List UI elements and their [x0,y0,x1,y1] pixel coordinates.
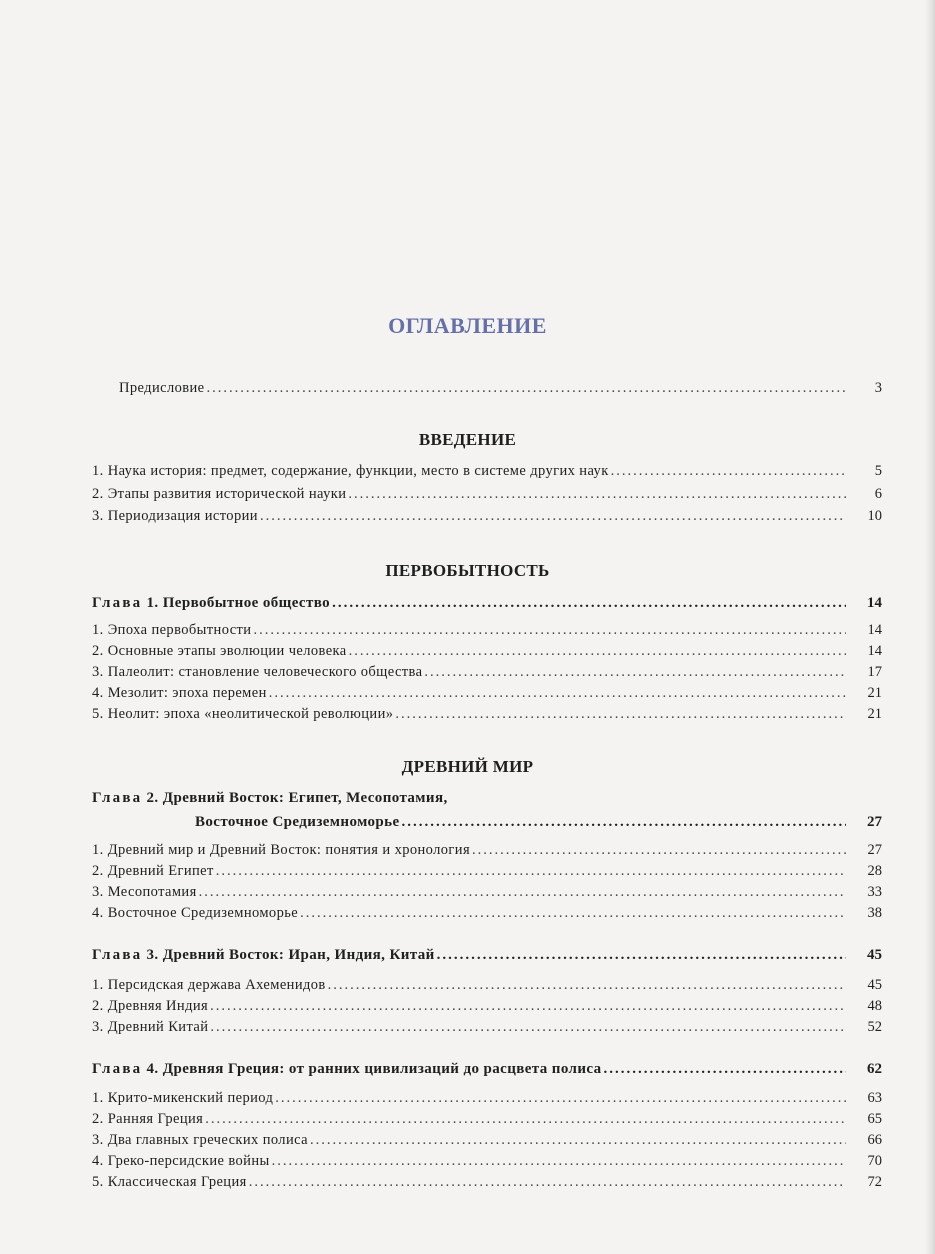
toc-chapter-4[interactable] [92,1061,882,1082]
entry-label: 1. Персидская держава Ахеменидов [92,977,326,993]
entry-label: 1. Древний мир и Древний Восток: понятия и хронология [92,842,471,858]
toc-entry[interactable] [92,998,882,1019]
entry-page: 52 [867,1019,882,1035]
dot-leader [216,863,846,880]
dot-leader [206,380,846,397]
toc-entry[interactable] [92,1090,882,1111]
dot-leader [310,1132,846,1149]
toc-entry[interactable] [92,463,882,484]
entry-page: 45 [867,947,882,963]
toc-chapter-2[interactable] [195,814,882,835]
entry-page: 27 [867,814,882,830]
dot-leader [611,463,846,480]
toc-entry[interactable] [92,842,882,863]
entry-page: 14 [867,643,882,659]
entry-label: 2. Ранняя Греция [92,1111,204,1127]
entry-page: 65 [867,1111,882,1127]
dot-leader [349,643,846,660]
entry-page: 62 [867,1061,882,1077]
chapter-prefix: Глава [92,595,143,611]
entry-label: 4. Мезолит: эпоха перемен [92,685,267,701]
chapter-title: 1. Первобытное общество [146,595,331,611]
toc-chapter-3[interactable] [92,947,882,968]
chapter-title-line2: Восточное Средиземноморье [195,814,400,830]
dot-leader [260,508,846,525]
entry-label: 1. Наука история: предмет, содержание, функции, место в системе других наук [92,463,609,479]
chapter-label [92,947,435,964]
entry-page: 3 [874,380,882,396]
dot-leader [269,685,846,702]
entry-label: 3. Периодизация истории [92,508,258,524]
dot-leader [348,486,846,503]
entry-label: 2. Основные этапы эволюции человека [92,643,347,659]
entry-page: 28 [867,863,882,879]
toc-chapter-2-line1[interactable] [92,790,448,807]
entry-page: 27 [867,842,882,858]
entry-page: 14 [867,622,882,638]
toc-chapter-1[interactable] [92,595,882,616]
dot-leader [199,884,846,901]
chapter-title: 4. Древняя Греция: от ранних цивилизаций до расцвета полиса [146,1061,602,1077]
section-heading-intro: ВВЕДЕНИЕ [418,430,517,449]
entry-page: 17 [867,664,882,680]
toc-title: ОГЛАВЛЕНИЕ [388,313,547,338]
chapter-prefix: Глава [92,1061,143,1077]
dot-leader [249,1174,846,1191]
page-edge [925,0,935,1254]
entry-page: 33 [867,884,882,900]
entry-label: 3. Два главных греческих полиса [92,1132,308,1148]
dot-leader [205,1111,846,1128]
entry-label: 2. Древний Египет [92,863,214,879]
entry-page: 6 [874,486,882,502]
entry-page: 72 [867,1174,882,1190]
entry-page: 21 [867,706,882,722]
chapter-prefix: Глава [92,947,143,963]
entry-label: 3. Палеолит: становление человеческого общества [92,664,423,680]
entry-page: 38 [867,905,882,921]
entry-label: 4. Греко-персидские войны [92,1153,270,1169]
toc-entry[interactable] [92,664,882,685]
dot-leader [210,1019,846,1036]
chapter-prefix: Глава [92,790,143,806]
entry-page: 10 [867,508,882,524]
dot-leader [472,842,846,859]
chapter-title: 3. Древний Восток: Иран, Индия, Китай [146,947,435,963]
toc-entry[interactable] [92,1111,882,1132]
dot-leader [272,1153,846,1170]
entry-label: 5. Неолит: эпоха «неолитической революции» [92,706,394,722]
dot-leader [253,622,846,639]
dot-leader [395,706,846,723]
entry-label: 5. Классическая Греция [92,1174,247,1190]
toc-entry[interactable] [92,1174,882,1195]
entry-page: 21 [867,685,882,701]
toc-entry[interactable] [92,622,882,643]
toc-entry[interactable] [92,977,882,998]
entry-page: 5 [874,463,882,479]
entry-label: 2. Древняя Индия [92,998,209,1014]
entry-page: 45 [867,977,882,993]
entry-page: 48 [867,998,882,1014]
toc-entry[interactable] [92,1019,882,1040]
toc-entry-preface[interactable] [119,380,882,401]
entry-label: 4. Восточное Средиземноморье [92,905,299,921]
entry-label: 2. Этапы развития исторической науки [92,486,347,502]
entry-label: 3. Месопотамия [92,884,197,900]
toc-entry[interactable] [92,486,882,507]
toc-entry[interactable] [92,905,882,926]
dot-leader [437,947,846,964]
toc-entry[interactable] [92,1153,882,1174]
entry-page: 14 [867,595,882,611]
dot-leader [424,664,846,681]
dot-leader [275,1090,846,1107]
dot-leader [300,905,846,922]
section-heading-primitive: ПЕРВОБЫТНОСТЬ [385,561,550,580]
dot-leader [402,814,846,831]
entry-label: 1. Крито-микенский период [92,1090,274,1106]
chapter-title: 2. Древний Восток: Египет, Месопотамия, [146,790,448,806]
toc-entry[interactable] [92,1132,882,1153]
entry-label: Предисловие [119,380,205,396]
entry-page: 70 [867,1153,882,1169]
entry-page: 63 [867,1090,882,1106]
chapter-label [92,1061,602,1078]
chapter-label [92,595,330,612]
dot-leader [332,595,846,612]
dot-leader [210,998,846,1015]
toc-entry[interactable] [92,863,882,884]
toc-entry[interactable] [92,685,882,706]
dot-leader [328,977,846,994]
toc-entry[interactable] [92,643,882,664]
section-heading-ancient: ДРЕВНИЙ МИР [401,757,534,776]
dot-leader [604,1061,846,1078]
entry-page: 66 [867,1132,882,1148]
entry-label: 3. Древний Китай [92,1019,209,1035]
toc-entry[interactable] [92,706,882,727]
toc-entry[interactable] [92,884,882,905]
toc-entry[interactable] [92,508,882,529]
entry-label: 1. Эпоха первобытности [92,622,252,638]
